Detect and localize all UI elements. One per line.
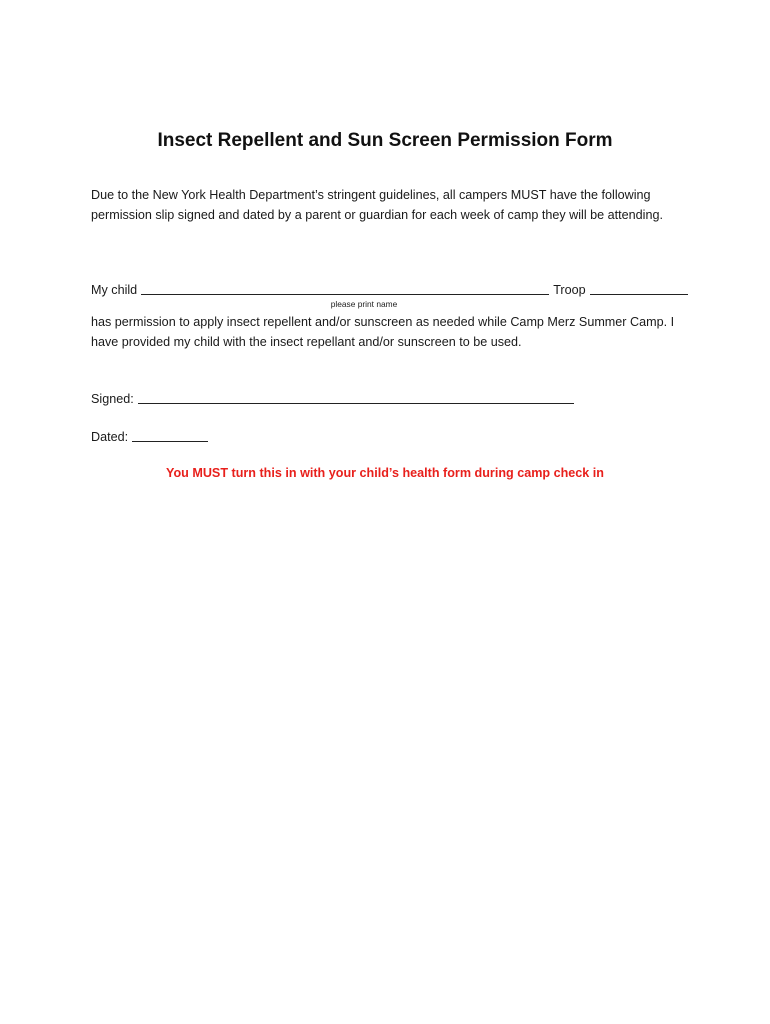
troop-label: Troop — [553, 283, 586, 297]
check-in-notice: You MUST turn this in with your child’s health form during camp check in — [165, 466, 604, 480]
permission-statement: has permission to apply insect repellent and/or sunscreen as needed while Camp Merz Summer Camp. I have provided my child with the insect repellant and/or sunscreen to be used. — [91, 315, 675, 349]
signed-label: Signed: — [91, 392, 134, 406]
signature-field[interactable] — [138, 389, 574, 404]
troop-field[interactable] — [590, 280, 688, 295]
signature-row — [91, 389, 574, 406]
child-name-hint: please print name — [330, 299, 398, 309]
form-title: Insect Repellent and Sun Screen Permission Form — [157, 130, 613, 151]
child-name-row — [91, 280, 688, 297]
intro-paragraph: Due to the New York Health Department’s stringent guidelines, all campers MUST have the following permission slip signed and dated by a parent or guardian for each week of camp they will be attending. — [91, 188, 663, 222]
date-field[interactable] — [132, 427, 208, 442]
child-label: My child — [91, 283, 138, 297]
dated-label: Dated: — [91, 430, 129, 444]
child-name-field[interactable] — [141, 280, 549, 295]
date-row — [91, 427, 208, 444]
